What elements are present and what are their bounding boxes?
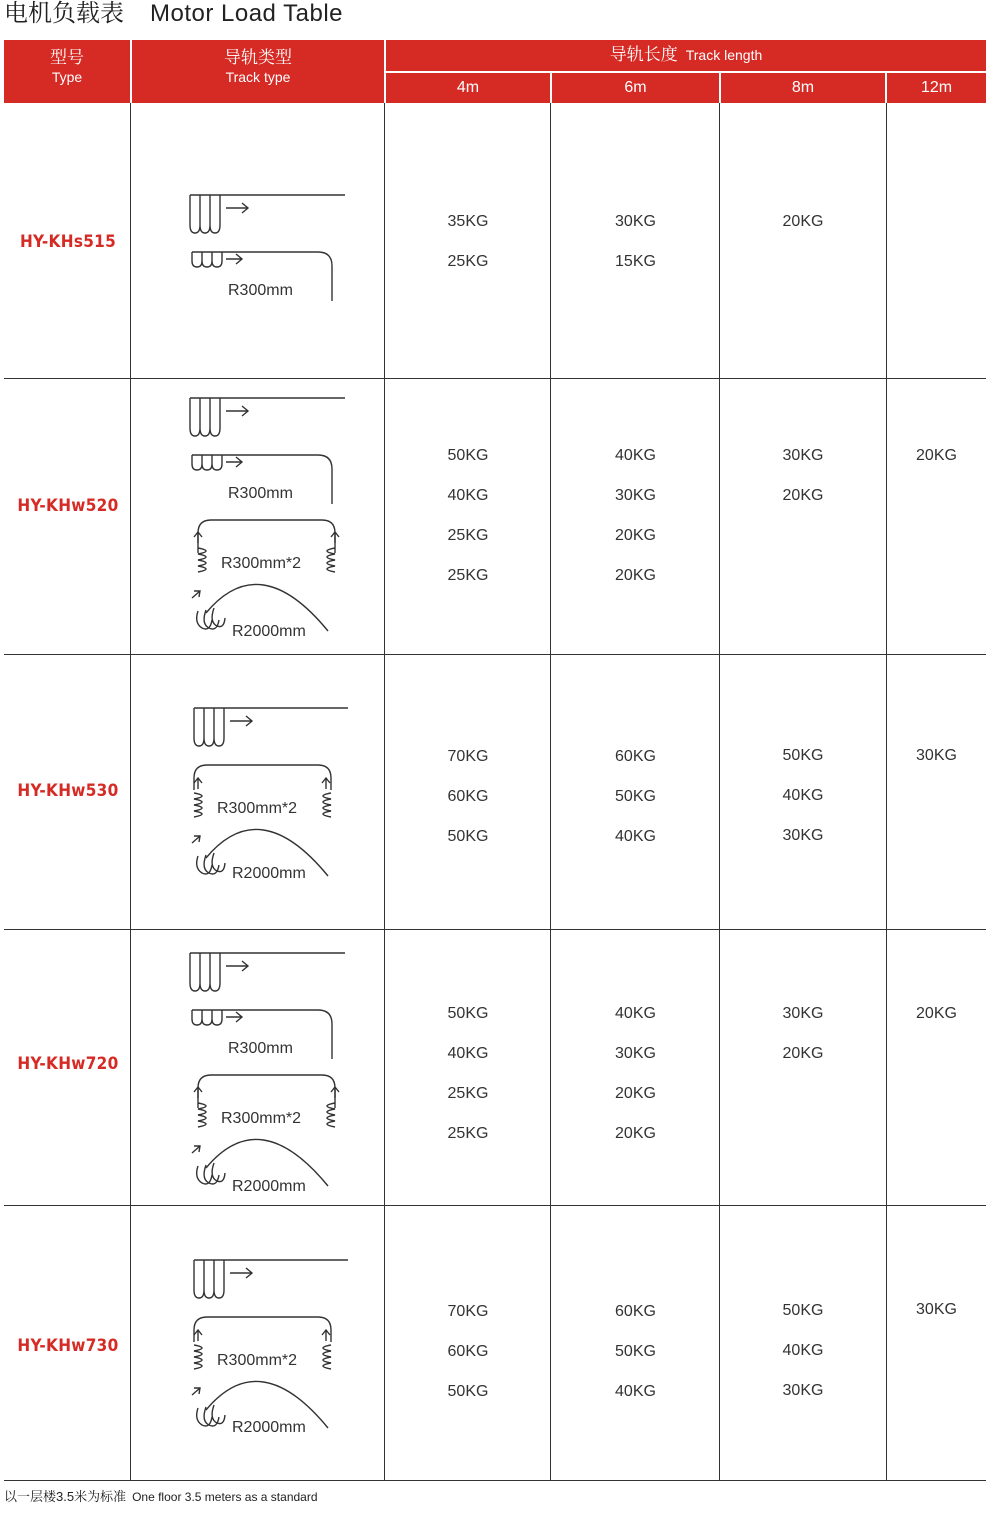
load-value: 20KG: [615, 567, 656, 584]
load-cell: [887, 746, 986, 766]
header-col-12m: 12m: [887, 73, 986, 103]
load-value: 60KG: [615, 1303, 656, 1320]
load-cell: [552, 747, 719, 847]
load-value: 25KG: [447, 1085, 489, 1102]
col-divider: [384, 103, 385, 1481]
header-track-cn: 导轨类型: [224, 48, 292, 67]
r2000-label: R2000mm: [232, 1419, 306, 1436]
load-value: 20KG: [916, 447, 957, 464]
r2000-label: R2000mm: [232, 623, 306, 640]
load-value: 15KG: [615, 253, 656, 270]
load-value: 40KG: [782, 787, 824, 804]
load-cell: [887, 1004, 986, 1024]
col-divider: [886, 103, 887, 1481]
r300-label: R300mm: [228, 485, 293, 502]
load-cell: [721, 746, 885, 846]
header-col-6m: 6m: [552, 73, 719, 103]
load-value: 40KG: [615, 1005, 656, 1022]
load-cell: [887, 1300, 986, 1320]
load-value: 60KG: [447, 1343, 489, 1360]
load-value: 50KG: [782, 747, 824, 764]
row-divider: [4, 1205, 986, 1206]
track-diagram: [180, 1250, 355, 1440]
load-cell: [386, 1004, 550, 1144]
load-value: 60KG: [615, 748, 656, 765]
load-value: 30KG: [782, 827, 824, 844]
load-value: 20KG: [782, 213, 824, 230]
r300x2-label: R300mm*2: [217, 800, 298, 817]
header-length-en: Track length: [685, 47, 763, 63]
load-value: 30KG: [615, 487, 656, 504]
load-value: 40KG: [615, 828, 656, 845]
load-value: 50KG: [447, 447, 489, 464]
load-value: 30KG: [916, 1301, 957, 1318]
r2000-label: R2000mm: [232, 1178, 306, 1195]
load-cell: [386, 1302, 550, 1402]
load-cell: [721, 212, 885, 232]
r300x2-label: R300mm*2: [221, 555, 302, 572]
model-name: HY-KHw520: [17, 496, 119, 516]
row-divider: [4, 929, 986, 930]
load-value: 50KG: [447, 1005, 489, 1022]
load-value: 30KG: [782, 447, 824, 464]
track-diagram: [180, 943, 355, 1198]
model-name: HY-KHs515: [19, 232, 117, 252]
r300-label: R300mm: [228, 282, 293, 299]
load-value: 40KG: [615, 1383, 656, 1400]
header-col-8m: 8m: [721, 73, 885, 103]
track-diagram: [180, 388, 355, 643]
header-track-length: [386, 40, 986, 71]
load-cell: [721, 1301, 885, 1401]
load-cell: [721, 1004, 885, 1064]
r300x2-label: R300mm*2: [221, 1110, 302, 1127]
load-value: 25KG: [447, 567, 489, 584]
track-diagram: [180, 185, 355, 310]
load-cell: [552, 1004, 719, 1144]
footnote-cn: 以一层楼3.5米为标准: [4, 1489, 127, 1504]
header-track-en: Track type: [225, 69, 291, 85]
header-col-4m: 4m: [386, 73, 550, 103]
title-cn: 电机负载表: [4, 0, 124, 27]
load-value: 25KG: [447, 253, 489, 270]
load-value: 20KG: [782, 487, 824, 504]
model-name: HY-KHw730: [17, 1336, 119, 1356]
header-type-en: Type: [51, 69, 83, 85]
load-value: 20KG: [615, 1125, 656, 1142]
load-cell: [721, 446, 885, 506]
load-value: 30KG: [782, 1382, 824, 1399]
footnote-en: One floor 3.5 meters as a standard: [132, 1490, 318, 1504]
load-value: 20KG: [615, 1085, 656, 1102]
load-cell: [386, 747, 550, 847]
header-type-cn: 型号: [50, 48, 84, 67]
model-name: HY-KHw720: [17, 1054, 119, 1074]
header-type: [4, 40, 130, 103]
load-value: 40KG: [615, 447, 656, 464]
load-cell: [552, 1302, 719, 1402]
footnote: [4, 1486, 318, 1505]
load-value: 20KG: [782, 1045, 824, 1062]
col-divider: [550, 103, 551, 1481]
load-value: 30KG: [916, 747, 957, 764]
load-value: 50KG: [447, 828, 489, 845]
load-cell: [552, 446, 719, 586]
load-value: 40KG: [782, 1342, 824, 1359]
load-cell: [386, 446, 550, 586]
r300x2-label: R300mm*2: [217, 1352, 298, 1369]
load-cell: [552, 212, 719, 272]
load-value: 70KG: [447, 748, 489, 765]
load-value: 40KG: [447, 487, 489, 504]
load-value: 30KG: [615, 1045, 656, 1062]
page-title: [4, 0, 343, 34]
load-value: 30KG: [615, 213, 656, 230]
load-value: 60KG: [447, 788, 489, 805]
load-value: 20KG: [615, 527, 656, 544]
header-length-cn: 导轨长度: [609, 45, 678, 64]
r2000-label: R2000mm: [232, 865, 306, 882]
row-divider: [4, 654, 986, 655]
load-value: 40KG: [447, 1045, 489, 1062]
load-cell: [887, 446, 986, 466]
load-value: 50KG: [447, 1383, 489, 1400]
row-divider: [4, 378, 986, 379]
load-value: 50KG: [615, 788, 656, 805]
load-value: 50KG: [782, 1302, 824, 1319]
load-value: 70KG: [447, 1303, 489, 1320]
load-value: 30KG: [782, 1005, 824, 1022]
row-divider: [4, 1480, 986, 1481]
load-value: 25KG: [447, 1125, 489, 1142]
load-value: 20KG: [916, 1005, 957, 1022]
title-en: Motor Load Table: [150, 0, 344, 27]
model-name: HY-KHw530: [17, 781, 119, 801]
r300-label: R300mm: [228, 1040, 293, 1057]
track-diagram: [180, 698, 355, 888]
col-divider: [719, 103, 720, 1481]
load-value: 35KG: [447, 213, 489, 230]
load-value: 25KG: [447, 527, 489, 544]
load-value: 50KG: [615, 1343, 656, 1360]
load-cell: [386, 212, 550, 272]
header-track-type: [132, 40, 384, 103]
